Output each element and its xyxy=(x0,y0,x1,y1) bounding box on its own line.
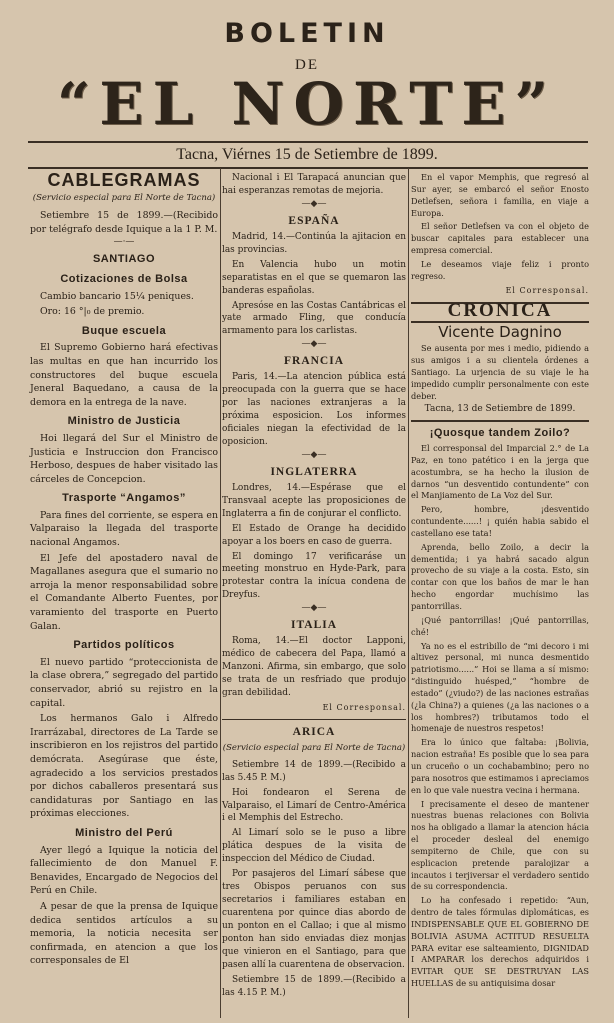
dagnino-paragraph: Se ausenta por mes i medio, pidiendo a sus amigos i a su clientela órdenes a Santiago. La urjencia de su viaje le ha impedido cumplir personalmente con este deber. xyxy=(411,343,589,401)
cotizaciones-heading: Cotizaciones de Bolsa xyxy=(60,272,188,285)
memphis-p1: En el vapor Memphis, que regresó al Sur ayer, se embarcó el señor Enosto Detlefsen, señora i familia, en viaje a Europa. xyxy=(411,172,589,218)
column-2 xyxy=(222,172,406,1002)
inglaterra-p3: El domingo 17 verificaráse un meeting monstruo en Hyde-Park, para protestar contra la inícua condena de Dreyfus. xyxy=(222,551,406,601)
cablegramas-heading: CABLEGRAMAS xyxy=(47,170,201,190)
masthead xyxy=(0,0,614,150)
arica-heading: ARICA xyxy=(292,725,336,738)
signature: El Corresponsal. xyxy=(322,702,406,712)
buque-paragraph: El Supremo Gobierno hará efectivas las multas en que han incurrido los constructores del buque escuela Jeneral Baquedano, a causa de la demora en la entrega de la nave. xyxy=(30,342,218,408)
ornament: —◆— xyxy=(301,198,327,209)
santiago-heading: SANTIAGO xyxy=(92,253,156,266)
column-divider-1 xyxy=(220,168,221,1018)
column-3 xyxy=(411,172,589,992)
inglaterra-p2: El Estado de Orange ha decidido apoyar a los boers en caso de guerra. xyxy=(222,523,406,547)
justicia-heading: Ministro de Justicia xyxy=(67,415,181,428)
masthead-boletin: BOLETIN xyxy=(224,18,390,49)
espana-heading: ESPAÑA xyxy=(288,214,340,227)
cotizaciones-p1: Cambio bancario 15¼ peniques. xyxy=(40,290,194,302)
espana-p3: Apresóse en las Costas Cantábricas el yate armado Fling, que conducía armamento para los carlistas. xyxy=(222,300,406,337)
zoilo-p8: Lo ha confesado i repetido: “Aun, dentro de tales fórmulas diplomáticas, es INDISPENSABLE QUE EL GOBIERNO DE BOLIVIA ASUMA ACTITUD RESUELTA PARA evitar ese salteamiento, DIGNIDAD I AMPARAR los derechos adquiridos i EVITAR QUE SE DESTRUYAN LAS HUELLAS de su antiquisima dosar xyxy=(411,895,589,989)
partidos-heading: Partidos políticos xyxy=(73,639,175,652)
zoilo-p6: Era lo único que faltaba: ¡Bolivia, nacion estraña! Es posible que lo sea para un cruceño o un cochabambino; pero no para nosotros que estimamos i apreciamos en lo que vale nuestra vecina i hermana. xyxy=(411,737,589,795)
cotizaciones-p2: Oro: 16 °|₀ de premio. xyxy=(40,306,145,318)
peru-p1: Ayer llegó a Iquique la noticia del fallecimiento de don Manuel F. Benavides, Encargado de Negocios del Perú en Chile. xyxy=(30,844,218,897)
angamos-heading: Trasporte “Angamos” xyxy=(62,492,186,505)
masthead-title: “EL NORTE” xyxy=(57,70,557,138)
arica-p1: Setiembre 14 de 1899.—(Recibido a las 5.45 P. M.) xyxy=(222,759,406,783)
cable-intro: Setiembre 15 de 1899.—(Recibido por telégrafo desde Iquique a la 1 P. M. xyxy=(30,210,218,235)
dagnino-date: Tacna, 13 de Setiembre de 1899. xyxy=(424,404,576,415)
masthead-dateline: Tacna, Viérnes 15 de Setiembre de 1899. xyxy=(176,146,438,163)
inglaterra-p1: Londres, 14.—Espérase que el Transvaal acepte las proposiciones de Inglaterra a fin de conjurar el conflicto. xyxy=(222,482,406,519)
peru-heading: Ministro del Perú xyxy=(75,826,173,839)
masthead-rule-bottom xyxy=(28,167,588,169)
ornament: —◆— xyxy=(301,449,327,460)
justicia-paragraph: Hoi llegará del Sur el Ministro de Justicia e Instruccion don Francisco Herboso, despues de haber visitado las cárceles de Concepcion. xyxy=(30,432,218,485)
continuation-paragraph: Nacional i El Tarapacá anuncian que hai esperanzas remotas de mejoria. xyxy=(222,173,406,196)
ornament: —◆— xyxy=(301,603,327,614)
arica-p3: Al Limarí solo se le puso a libre plática despues de la visita de inspeccion del Médico de Ciudad. xyxy=(222,828,406,865)
cronica-banner xyxy=(411,302,589,323)
ornament: —·— xyxy=(113,237,135,248)
italia-heading: ITALIA xyxy=(290,619,338,632)
ornament: —◆— xyxy=(301,339,327,350)
zoilo-p5: Ya no es el estribillo de “mi decoro i mi altivez personal, mi nunca desmentido patriotismo......” Hoi se llama a sí mismo: “distinguido huésped,” “hombre de estado” (¿viudo?) de las naciones estrañas (¿la China?) a quienes (¿a las naciones o a los hombres?) tributamos todo el homenaje de nuestros respetos! xyxy=(411,640,589,734)
angamos-p2: El Jefe del apostadero naval de Magallanes asegura que el sumario no arroja la menor responsabilidad sobre el Comandante Alberto Fuentes, por varamiento del trasporte en Puerto Galan. xyxy=(30,552,218,632)
zoilo-p4: ¡Qué pantorrillas! ¡Qué pantorrillas, ché! xyxy=(411,614,589,637)
arica-p2: Hoi fondearon el Serena de Valparaiso, el Limarí de Centro-América i el Memphis del Estrecho. xyxy=(222,787,406,824)
signature: El Corresponsal. xyxy=(505,285,589,295)
divider xyxy=(222,719,406,720)
column-1 xyxy=(30,172,218,970)
memphis-p2: El señor Detlefsen va con el objeto de buscar capitales para establecer una empresa comercial. xyxy=(411,221,589,256)
masthead-de: DE xyxy=(295,57,319,73)
angamos-p1: Para fines del corriente, se espera en Valparaiso la llegada del trasporte nacional Angamos. xyxy=(30,509,218,549)
francia-heading: FRANCIA xyxy=(283,355,345,368)
zoilo-heading: ¡Quosque tandem Zoilo? xyxy=(429,427,571,440)
peru-p2: A pesar de que la prensa de Iquique dedica sentidos artículos a su memoria, la noticia necesita ser confirmada, en atencion a que los corresponsales de El xyxy=(30,900,218,967)
arica-p5: Setiembre 15 de 1899.—(Recibido a las 4.15 P. M.) xyxy=(222,974,406,998)
partidos-p1: El nuevo partido “proteccionista de la clase obrera,” segregado del partido conservador, abrió su rejistro en la capital. xyxy=(30,656,218,709)
divider xyxy=(411,420,589,422)
arica-p4: Por pasajeros del Limarí sábese que tres Obispos peruanos con sus secretarios i familiares estaban en cuarentena por quince dias abordo de un ponton en el Callao; i que al mismo ponton han sido enviadas diez monjas que vinieron en el Santiago, para que pasen allí la cuarentena de observacion. xyxy=(222,869,406,970)
buque-heading: Buque escuela xyxy=(81,324,167,337)
masthead-rule-top xyxy=(28,141,588,143)
service-note: (Servicio especial para El Norte de Tacna) xyxy=(32,192,216,203)
inglaterra-heading: INGLATERRA xyxy=(270,465,358,478)
espana-p1: Madrid, 14.—Continúa la ajitacion en las provincias. xyxy=(222,231,406,255)
cronica-heading: CRONICA xyxy=(447,300,553,322)
espana-p2: En Valencia hubo un motin separatistas en el que se quemaron las banderas españolas. xyxy=(222,259,406,296)
francia-paragraph: Paris, 14.—La atencion pública está preocupada con la guerra que se hace por las naciones extranjeras a la próxima esposicion. Los informes oficiales niegan la efectividad de la oposicion. xyxy=(222,372,406,447)
arica-service-note: (Servicio especial para El Norte de Tacna) xyxy=(222,742,406,753)
dagnino-heading: Vicente Dagnino xyxy=(438,323,562,342)
zoilo-p2: Pero, hombre, ¡desventido contundente......! ¡ quién habia sabido el castellano ese tata! xyxy=(411,504,589,538)
zoilo-p1: El corresponsal del Imparcial 2.° de La Paz, en tono patético i en la jerga que acostumbra, se ha hecho la ilusion de darnos “un desventido contundente” con el Manjiamento de La Voz del Sur. xyxy=(411,443,589,501)
zoilo-p7: I precisamente el deseo de mantener nuestras buenas relaciones con Bolivia nos ha obligado a llamar la atencion hácia el proceder desleal del enemigo sempiterno de Chile, que con su esplicacion pretende paralojizar a incautos i terjiversar el verdadero sentido de su correspondencia. xyxy=(411,798,589,892)
memphis-p3: Le deseamos viaje feliz i pronto regreso. xyxy=(411,258,589,281)
partidos-p2: Los hermanos Galo i Alfredo Irarrázabal, directores de La Tarde se inscribieron en los rejistros del partido demócrata. Asegúrase que éste, agradecido a los servicios prestados por dichos caballeros presentará sus candidaturas por Santiago en las próximas elecciones. xyxy=(30,713,218,820)
zoilo-p3: Aprenda, bello Zoilo, a decir la dementida; i ya habrá sacado algun provecho de su viaje a la costa. Esto, sin contar con que los baños de mar le han hecho engordar muchísimo las pantorrillas. xyxy=(411,541,589,611)
column-divider-2 xyxy=(408,168,409,1018)
italia-paragraph: Roma, 14.—El doctor Lapponi, médico de cabecera del Papa, llamó a Manzoni. Afirma, sin embargo, que solo se trata de un resfriado que produjo gran debilidad. xyxy=(222,636,406,698)
